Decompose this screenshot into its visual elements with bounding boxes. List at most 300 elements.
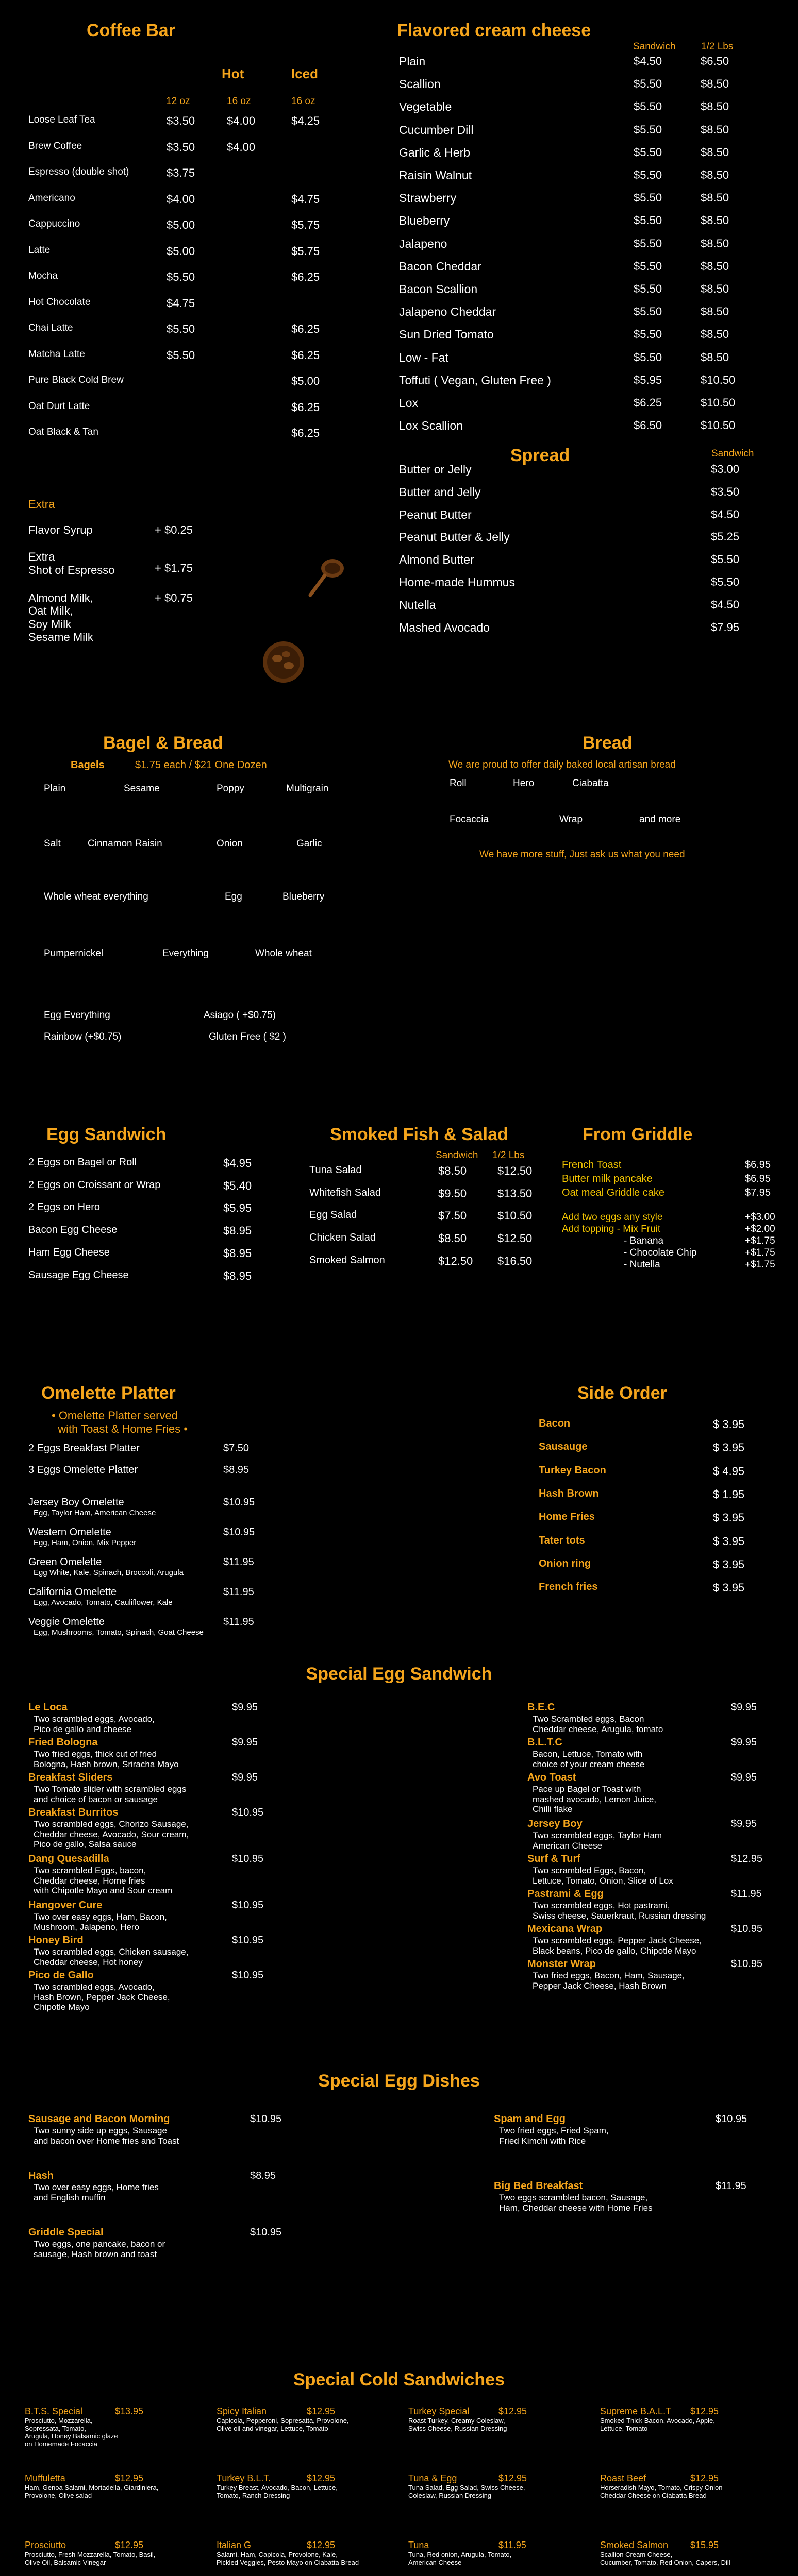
fish-title: Smoked Fish & Salad [330, 1125, 508, 1144]
dish-price: $9.95 [731, 1737, 757, 1748]
coffee-item-price: $5.50 [167, 323, 195, 335]
spread-item-price: $3.50 [711, 485, 740, 498]
bagel-asiago: Asiago ( +$0.75) [204, 1010, 276, 1021]
dish-price: $10.95 [232, 1970, 264, 1981]
sandwich-price: $12.95 [690, 2473, 719, 2483]
cream-item-name: Garlic & Herb [399, 145, 471, 159]
coffee-item-price: $5.50 [167, 348, 195, 362]
coffee-iced-header: Iced [291, 66, 319, 81]
cream-item-price: $6.25 [634, 396, 662, 409]
coffee-spoon-icon [304, 554, 351, 600]
cream-item-price: $5.50 [634, 282, 662, 295]
dish-price: $10.95 [731, 1923, 763, 1935]
coffee-item-name: Oat Durt Latte [28, 400, 90, 412]
griddle-add-price: +$1.75 [745, 1259, 775, 1270]
coffee-item-price: $5.50 [167, 270, 195, 283]
coffee-beans-icon [258, 639, 309, 685]
bagel-multigrain: Multigrain [286, 783, 329, 794]
sandwich-desc: Ham, Genoa Salami, Mortadella, Giardiniera, Provolone, Olive salad [25, 2484, 159, 2499]
cream-item-price: $5.50 [634, 214, 662, 227]
bread-more: and more [639, 814, 681, 825]
fish-item-price: $8.50 [438, 1232, 467, 1245]
cream-item-name: Bacon Scallion [399, 282, 478, 296]
dish-desc: Two Scrambled eggs, Bacon Cheddar cheese, Arugula, tomato [533, 1714, 663, 1734]
cream-item-price: $10.50 [701, 373, 736, 386]
dish-price: $11.95 [731, 1888, 762, 1900]
coffee-item-name: Pure Black Cold Brew [28, 375, 124, 385]
spread-item-name: Almond Butter [399, 553, 474, 567]
dish-desc: Two eggs scrambled bacon, Sausage, Ham, Cheddar cheese with Home Fries [499, 2193, 653, 2213]
omelette-item-desc: Egg, Avocado, Tomato, Cauliflower, Kale [34, 1598, 173, 1607]
sandwich-price: $12.95 [690, 2406, 719, 2416]
spread-item-name: Peanut Butter [399, 507, 472, 521]
cream-title: Flavored cream cheese [397, 21, 591, 40]
coffee-item-name: Hot Chocolate [28, 296, 91, 308]
sandwich-desc: Smoked Thick Bacon, Avocado, Apple, Lettuce, Tomato [600, 2417, 715, 2432]
dish-price: $9.95 [232, 1737, 258, 1748]
fish-item-price: $12.50 [438, 1254, 473, 1267]
sandwich-desc: Tuna, Red onion, Arugula, Tomato, American Cheese [408, 2551, 512, 2566]
dish-name: Hash [28, 2170, 54, 2181]
bagel-pumpernickel: Pumpernickel [44, 948, 104, 959]
sandwich-price: $12.95 [115, 2473, 144, 2483]
dish-desc: Two eggs, one pancake, bacon or sausage, Hash brown and toast [34, 2239, 165, 2259]
sandwich-name: Prosciutto [25, 2540, 66, 2550]
side-item-price: $ 3.95 [713, 1418, 745, 1431]
cream-item-price: $5.95 [634, 373, 662, 386]
sandwich-desc: Capicola, Pepperoni, Sopresatta, Provolone, Olive oil and vinegar, Lettuce, Tomato [217, 2417, 349, 2432]
coffee-item-price: $4.75 [167, 296, 195, 310]
cream-item-price: $5.50 [634, 145, 662, 159]
omelette-item-price: $7.50 [223, 1443, 250, 1454]
griddle-add-eggs: Add two eggs any style [562, 1212, 663, 1223]
coffee-hot-header: Hot [222, 66, 244, 81]
dish-name: Breakfast Sliders [28, 1772, 113, 1783]
coffee-item-name: Mocha [28, 270, 58, 281]
cream-item-name: Blueberry [399, 214, 450, 228]
coffee-item-price: $5.75 [291, 218, 320, 231]
cream-item-name: Low - Fat [399, 350, 448, 364]
bagel-plain: Plain [44, 783, 66, 794]
dish-desc: Two over easy eggs, Ham, Bacon, Mushroom, Jalapeno, Hero [34, 1912, 167, 1932]
fish-col-sandwich: Sandwich [436, 1150, 478, 1161]
omelette-item-price: $11.95 [223, 1586, 254, 1598]
dish-price: $8.95 [250, 2170, 276, 2181]
dish-price: $10.95 [232, 1900, 264, 1911]
dish-desc: Pace up Bagel or Toast with mashed avocado, Lemon Juice, Chilli flake [533, 1784, 657, 1815]
dish-name: Le Loca [28, 1702, 68, 1713]
bagel-salt: Salt [44, 838, 61, 849]
alt-milk-price: + $0.75 [155, 591, 193, 604]
cold-title: Special Cold Sandwiches [293, 2370, 505, 2389]
spread-item-price: $7.95 [711, 620, 740, 634]
dish-name: Dang Quesadilla [28, 1853, 109, 1865]
bread-hero: Hero [513, 778, 535, 789]
griddle-add-price: +$3.00 [745, 1212, 775, 1223]
bagel-everything: Everything [162, 948, 209, 959]
dish-name: Fried Bologna [28, 1737, 98, 1748]
sandwich-price: $12.95 [498, 2473, 527, 2483]
dish-desc: Two sunny side up eggs, Sausage and bacon over Home fries and Toast [34, 2126, 179, 2146]
sandwich-price: $13.95 [115, 2406, 144, 2416]
coffee-size-16: 16 oz [227, 96, 251, 107]
cream-item-name: Jalapeno Cheddar [399, 305, 496, 319]
coffee-item-price: $3.50 [167, 114, 195, 127]
cream-item-name: Plain [399, 55, 426, 68]
side-item-name: French fries [539, 1581, 598, 1593]
cream-col-half: 1/2 Lbs [701, 41, 734, 52]
egg-sandwich-price: $5.40 [223, 1179, 252, 1192]
sandwich-desc: Prosciutto, Fresh Mozzarella, Tomato, Basil, Olive Oil, Balsamic Vinegar [25, 2551, 156, 2566]
dish-desc: Two scrambled eggs, Avocado, Hash Brown, Pepper Jack Cheese, Chipotle Mayo [34, 1982, 170, 2012]
side-item-name: Onion ring [539, 1557, 591, 1569]
spread-item-name: Home-made Hummus [399, 575, 515, 589]
bagel-sesame: Sesame [124, 783, 160, 794]
cream-item-price: $5.50 [634, 236, 662, 250]
bagel-whole-wheat: Whole wheat [255, 948, 312, 959]
side-item-price: $ 1.95 [713, 1487, 745, 1501]
cream-item-name: Raisin Walnut [399, 168, 472, 182]
dish-desc: Two scrambled eggs, Hot pastrami, Swiss cheese, Sauerkraut, Russian dressing [533, 1901, 706, 1921]
coffee-size-12: 12 oz [166, 96, 190, 107]
spread-item-price: $4.50 [711, 598, 740, 611]
bagel-onion: Onion [217, 838, 243, 849]
cream-item-price: $8.50 [701, 100, 729, 113]
egg-sandwich-title: Egg Sandwich [46, 1125, 167, 1144]
coffee-item-name: Matcha Latte [28, 348, 85, 360]
coffee-extra-title: Extra [28, 498, 55, 511]
bagel-rainbow: Rainbow (+$0.75) [44, 1031, 122, 1042]
coffee-item-name: Loose Leaf Tea [28, 114, 95, 125]
cream-item-name: Lox [399, 396, 419, 410]
cream-item-price: $8.50 [701, 282, 729, 295]
cream-item-name: Jalapeno [399, 236, 447, 250]
dish-desc: Two scrambled Eggs, Bacon, Lettuce, Tomato, Onion, Slice of Lox [533, 1866, 673, 1886]
special-dish-title: Special Egg Dishes [318, 2071, 480, 2091]
egg-sandwich-price: $5.95 [223, 1201, 252, 1215]
coffee-item-price: $6.25 [291, 427, 320, 439]
sandwich-name: Tuna [408, 2540, 429, 2550]
side-item-name: Tater tots [539, 1534, 585, 1546]
coffee-item-name: Oat Black & Tan [28, 427, 98, 437]
side-item-name: Home Fries [539, 1511, 595, 1523]
bread-focaccia: Focaccia [450, 814, 489, 825]
cream-item-price: $5.50 [634, 350, 662, 364]
cream-item-price: $8.50 [701, 145, 729, 159]
bagel-egg: Egg [225, 891, 242, 902]
dish-name: Avo Toast [527, 1772, 576, 1783]
sandwich-name: Turkey Special [408, 2406, 470, 2416]
sandwich-desc: Horseradish Mayo, Tomato, Crispy Onion Cheddar Cheese on Ciabatta Bread [600, 2484, 723, 2499]
fish-item-name: Whitefish Salad [309, 1187, 381, 1198]
coffee-item-price: $4.00 [227, 114, 256, 127]
sandwich-name: Roast Beef [600, 2473, 646, 2483]
sandwich-price: $12.95 [307, 2406, 336, 2416]
dish-price: $10.95 [250, 2227, 282, 2238]
bagel-blueberry: Blueberry [282, 891, 325, 902]
dish-price: $9.95 [731, 1702, 757, 1713]
bagels-label: Bagels [71, 759, 105, 771]
dish-desc: Two scrambled eggs, Avocado, Pico de gallo and cheese [34, 1714, 155, 1734]
fish-item-price: $12.50 [497, 1164, 533, 1177]
omelette-item-desc: Egg, Taylor Ham, American Cheese [34, 1509, 156, 1517]
coffee-item-name: Latte [28, 244, 51, 256]
egg-sandwich-name: 2 Eggs on Hero [28, 1201, 100, 1213]
dish-desc: Two fried eggs, Fried Spam, Fried Kimchi with Rice [499, 2126, 609, 2146]
egg-sandwich-name: 2 Eggs on Croissant or Wrap [28, 1179, 161, 1191]
coffee-item-price: $6.25 [291, 270, 320, 283]
omelette-item-price: $10.95 [223, 1497, 255, 1508]
dish-price: $10.95 [232, 1935, 264, 1946]
cream-item-price: $5.50 [634, 77, 662, 91]
special-egg-title: Special Egg Sandwich [306, 1664, 492, 1684]
omelette-item-price: $11.95 [223, 1616, 254, 1628]
bagel-wwe: Whole wheat everything [44, 891, 148, 902]
cold-grid [25, 2406, 777, 2576]
cream-col-sandwich: Sandwich [633, 41, 676, 52]
dish-name: Sausage and Bacon Morning [28, 2113, 170, 2125]
omelette-item-name: California Omelette [28, 1586, 117, 1598]
bread-ciabatta: Ciabatta [572, 778, 609, 789]
spread-col: Sandwich [711, 448, 754, 459]
dish-price: $12.95 [731, 1853, 763, 1865]
egg-sandwich-name: Bacon Egg Cheese [28, 1224, 118, 1236]
omelette-item-name: 3 Eggs Omelette Platter [28, 1464, 138, 1476]
dish-desc: Two scrambled eggs, Chorizo Sausage, Cheddar cheese, Avocado, Sour cream, Pico de gallo, Salsa sauce [34, 1819, 189, 1850]
fish-item-price: $7.50 [438, 1209, 467, 1223]
dish-name: Pastrami & Egg [527, 1888, 604, 1900]
dish-price: $9.95 [232, 1702, 258, 1713]
cream-item-price: $8.50 [701, 328, 729, 341]
fish-item-name: Egg Salad [309, 1209, 357, 1221]
alt-milk: Almond Milk, Oat Milk, Soy Milk Sesame Milk [28, 591, 93, 643]
dish-price: $10.95 [731, 1958, 763, 1970]
omelette-item-price: $10.95 [223, 1527, 255, 1538]
omelette-item-desc: Egg, Mushrooms, Tomato, Spinach, Goat Cheese [34, 1628, 204, 1637]
omelette-item-name: Jersey Boy Omelette [28, 1497, 124, 1508]
dish-desc: Two scrambled eggs, Pepper Jack Cheese, Black beans, Pico de gallo, Chipotle Mayo [533, 1936, 702, 1956]
cream-item-price: $4.50 [634, 55, 662, 67]
fish-item-price: $8.50 [438, 1164, 467, 1177]
omelette-item-desc: Egg, Ham, Onion, Mix Pepper [34, 1538, 137, 1547]
fish-item-name: Tuna Salad [309, 1164, 362, 1176]
dish-desc: Bacon, Lettuce, Tomato with choice of your cream cheese [533, 1749, 645, 1769]
cream-item-name: Cucumber Dill [399, 123, 474, 137]
griddle-item-name: Butter milk pancake [562, 1173, 653, 1184]
bagel-egg-everything: Egg Everything [44, 1010, 110, 1021]
cream-item-price: $8.50 [701, 259, 729, 273]
side-item-name: Sausauge [539, 1441, 588, 1453]
coffee-item-price: $3.50 [167, 140, 195, 154]
cream-item-price: $5.50 [634, 123, 662, 136]
cream-item-price: $8.50 [701, 305, 729, 318]
cream-item-price: $8.50 [701, 214, 729, 227]
dish-name: Monster Wrap [527, 1958, 596, 1970]
coffee-item-price: $5.00 [167, 244, 195, 258]
coffee-item-price: $3.75 [167, 166, 195, 179]
dish-name: Mexicana Wrap [527, 1923, 603, 1935]
sandwich-price: $12.95 [115, 2540, 144, 2550]
griddle-add-price: +$1.75 [745, 1247, 775, 1258]
dish-price: $9.95 [731, 1818, 757, 1829]
coffee-item-name: Espresso (double shot) [28, 166, 129, 177]
flavor-syrup: Flavor Syrup [28, 523, 93, 536]
omelette-item-desc: Egg White, Kale, Spinach, Broccoli, Arugula [34, 1568, 184, 1577]
cream-item-price: $5.50 [634, 328, 662, 341]
coffee-item-price: $4.00 [227, 140, 256, 154]
coffee-item-price: $4.00 [167, 192, 195, 206]
fish-item-price: $13.50 [497, 1187, 533, 1200]
flavor-syrup-price: + $0.25 [155, 523, 193, 536]
spread-item-name: Peanut Butter & Jelly [399, 530, 510, 544]
sandwich-desc: Tuna Salad, Egg Salad, Swiss Cheese, Coleslaw, Russian Dressing [408, 2484, 525, 2499]
bread-note: We are proud to offer daily baked local artisan bread [448, 759, 676, 770]
cream-item-price: $8.50 [701, 236, 729, 250]
side-item-price: $ 3.95 [713, 1534, 745, 1548]
bagel-gluten-free: Gluten Free ( $2 ) [209, 1031, 286, 1042]
sandwich-desc: Roast Turkey, Creamy Coleslaw, Swiss Cheese, Russian Dressing [408, 2417, 507, 2432]
sandwich-price: $12.95 [498, 2406, 527, 2416]
dish-desc: Two fried eggs, Bacon, Ham, Sausage, Pepper Jack Cheese, Hash Brown [533, 1971, 685, 1991]
griddle-item-name: French Toast [562, 1159, 622, 1171]
dish-name: B.L.T.C [527, 1737, 562, 1748]
spread-item-name: Nutella [399, 598, 436, 612]
omelette-title: Omelette Platter [41, 1383, 176, 1403]
coffee-item-price: $6.25 [291, 323, 320, 335]
dish-name: Pico de Gallo [28, 1970, 94, 1981]
griddle-topping: - Nutella [624, 1259, 660, 1270]
griddle-topping: - Chocolate Chip [624, 1247, 697, 1258]
side-item-price: $ 4.95 [713, 1464, 745, 1478]
egg-sandwich-price: $8.95 [223, 1224, 252, 1238]
omelette-item-price: $11.95 [223, 1556, 254, 1568]
cream-item-price: $8.50 [701, 168, 729, 181]
fish-item-price: $12.50 [497, 1232, 533, 1245]
omelette-item-name: Veggie Omelette [28, 1616, 105, 1628]
dish-name: Breakfast Burritos [28, 1807, 119, 1818]
omelette-item-name: 2 Eggs Breakfast Platter [28, 1443, 140, 1454]
bagel-title: Bagel & Bread [103, 733, 223, 753]
cream-item-price: $5.50 [634, 168, 662, 181]
omelette-item-name: Green Omelette [28, 1556, 102, 1568]
fish-item-price: $10.50 [497, 1209, 533, 1223]
sandwich-desc: Turkey Breast, Avocado, Bacon, Lettuce, Tomato, Ranch Dressing [217, 2484, 338, 2499]
dish-desc: Two scrambled Eggs, bacon, Cheddar cheese, Home fries with Chipotle Mayo and Sour cream [34, 1866, 173, 1896]
cream-item-name: Strawberry [399, 191, 457, 205]
griddle-item-price: $7.95 [745, 1187, 771, 1198]
sandwich-name: Turkey B.L.T. [217, 2473, 271, 2483]
bread-title: Bread [583, 733, 633, 753]
cream-item-price: $6.50 [701, 55, 729, 67]
omelette-item-price: $8.95 [223, 1464, 250, 1476]
egg-sandwich-name: 2 Eggs on Bagel or Roll [28, 1157, 137, 1168]
cream-item-name: Scallion [399, 77, 441, 91]
coffee-item-price: $4.75 [291, 192, 320, 206]
spread-item-price: $5.25 [711, 530, 740, 544]
griddle-item-name: Oat meal Griddle cake [562, 1187, 664, 1198]
cream-item-price: $6.50 [634, 419, 662, 432]
cream-item-price: $8.50 [701, 123, 729, 136]
side-item-name: Turkey Bacon [539, 1464, 606, 1476]
extra-shot-price: + $1.75 [155, 562, 193, 574]
coffee-item-name: Cappuccino [28, 218, 80, 229]
omelette-item-name: Western Omelette [28, 1527, 111, 1538]
sandwich-price: $15.95 [690, 2540, 719, 2550]
dish-price: $10.95 [232, 1807, 264, 1818]
egg-sandwich-name: Ham Egg Cheese [28, 1246, 110, 1258]
dish-name: Honey Bird [28, 1935, 84, 1946]
sandwich-name: Italian G [217, 2540, 252, 2550]
dish-price: $10.95 [232, 1853, 264, 1865]
sandwich-name: Smoked Salmon [600, 2540, 669, 2550]
egg-sandwich-price: $8.95 [223, 1269, 252, 1282]
cream-item-price: $8.50 [701, 77, 729, 91]
cream-item-price: $5.50 [634, 259, 662, 273]
spread-item-price: $3.00 [711, 463, 740, 476]
cream-item-price: $10.50 [701, 396, 736, 409]
sandwich-price: $12.95 [307, 2473, 336, 2483]
dish-name: Surf & Turf [527, 1853, 580, 1865]
bread-wrap: Wrap [559, 814, 583, 825]
sandwich-desc: Salami, Ham, Capicola, Provolone, Kale, Pickled Veggies, Pesto Mayo on Ciabatta Bread [217, 2551, 359, 2566]
sandwich-name: B.T.S. Special [25, 2406, 83, 2416]
griddle-add-price: +$1.75 [745, 1235, 775, 1246]
fish-item-price: $9.50 [438, 1187, 467, 1200]
cream-item-name: Toffuti ( Vegan, Gluten Free ) [399, 373, 551, 387]
bread-roll: Roll [450, 778, 467, 789]
dish-price: $11.95 [716, 2180, 746, 2192]
sandwich-name: Supreme B.A.L.T [600, 2406, 672, 2416]
spread-item-price: $5.50 [711, 553, 740, 566]
egg-sandwich-name: Sausage Egg Cheese [28, 1269, 129, 1281]
coffee-item-name: Americano [28, 192, 75, 204]
omelette-sub: • Omelette Platter served with Toast & Home Fries • [52, 1409, 188, 1436]
cream-item-name: Sun Dried Tomato [399, 328, 494, 342]
dish-name: Jersey Boy [527, 1818, 583, 1829]
egg-sandwich-price: $8.95 [223, 1246, 252, 1260]
fish-item-price: $16.50 [497, 1254, 533, 1267]
griddle-add-topping: Add topping - Mix Fruit [562, 1224, 661, 1234]
spread-item-name: Mashed Avocado [399, 620, 490, 634]
dish-name: Hangover Cure [28, 1900, 103, 1911]
dish-desc: Two scrambled eggs, Taylor Ham American Cheese [533, 1831, 662, 1851]
griddle-item-price: $6.95 [745, 1159, 771, 1171]
bagel-garlic: Garlic [296, 838, 322, 849]
spread-item-name: Butter or Jelly [399, 463, 472, 476]
side-title: Side Order [577, 1383, 667, 1403]
side-item-price: $ 3.95 [713, 1557, 745, 1571]
cream-item-price: $8.50 [701, 350, 729, 364]
griddle-item-price: $6.95 [745, 1173, 771, 1184]
sandwich-desc: Scallion Cream Cheese, Cucumber, Tomato, Red Onion, Capers, Dill [600, 2551, 730, 2566]
side-item-price: $ 3.95 [713, 1581, 745, 1595]
spread-item-price: $4.50 [711, 507, 740, 521]
fish-item-name: Chicken Salad [309, 1232, 376, 1244]
dish-price: $10.95 [716, 2113, 747, 2125]
coffee-item-name: Chai Latte [28, 323, 73, 333]
coffee-item-price: $5.75 [291, 244, 320, 258]
griddle-add-price: +$2.00 [745, 1224, 775, 1234]
bagel-price: $1.75 each / $21 One Dozen [135, 759, 267, 771]
dish-desc: Two scrambled eggs, Chicken sausage, Cheddar cheese, Hot honey [34, 1947, 189, 1967]
spread-title: Spread [510, 446, 570, 465]
coffee-item-price: $5.00 [167, 218, 195, 231]
sandwich-name: Muffuletta [25, 2473, 65, 2483]
cream-item-price: $5.50 [634, 191, 662, 205]
side-item-price: $ 3.95 [713, 1441, 745, 1454]
sandwich-price: $12.95 [307, 2540, 336, 2550]
sandwich-name: Tuna & Egg [408, 2473, 457, 2483]
